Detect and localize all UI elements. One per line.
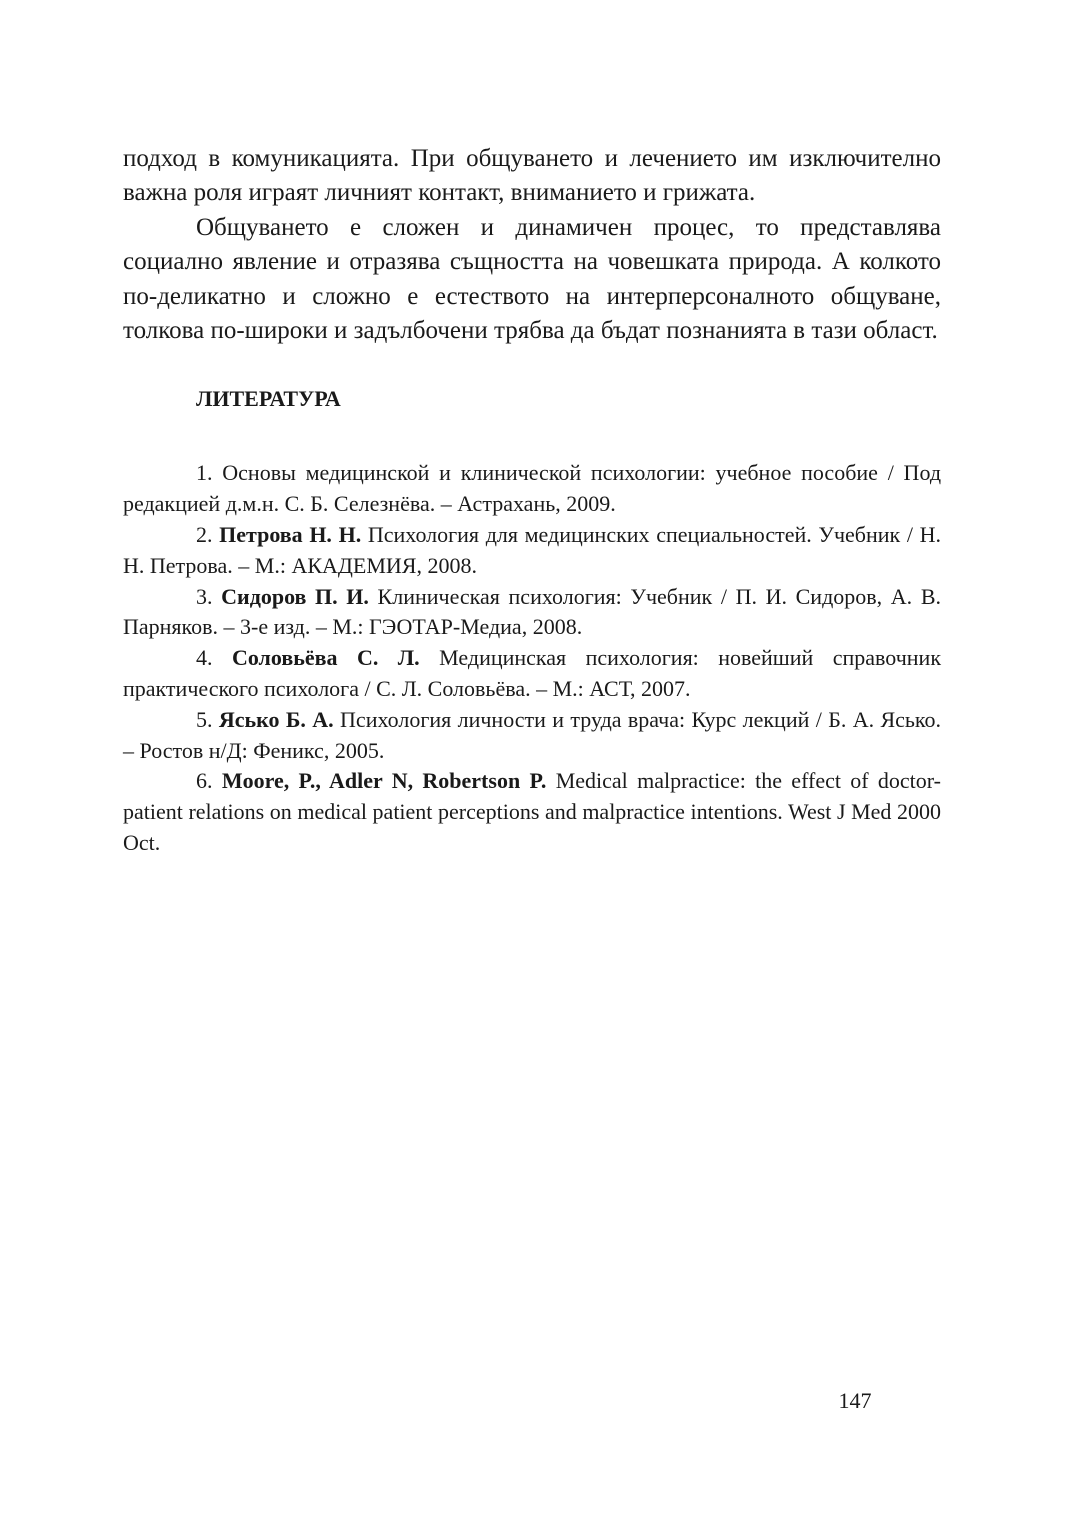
paragraph-communication: Общуването е сложен и динамичен процес, то представлява социално явление и отразява същността на човешката природа. А колкото по-деликатно и сложно е естеството на интерперсоналното общуване, толкова по-широки и задълбочени трябва да бъдат познанията в тази област.: [123, 213, 941, 345]
page-number: 147: [838, 1388, 872, 1413]
reference-author: Петрова Н. Н.: [219, 522, 362, 548]
references-heading: ЛИТЕРАТУРА: [196, 386, 341, 412]
reference-author: Соловьёва С. Л.: [231, 645, 420, 671]
reference-text: Психология личности и труда врача: Курс лекций / Б. А. Ясько. – Ростов н/Д: Феникс, 2005.: [123, 706, 941, 763]
reference-text: Медицинская психология: новейший справочник практического психолога / С. Л. Соловьёва. – М.: АСТ, 2007.: [123, 645, 942, 702]
reference-number: 5.: [196, 706, 213, 732]
reference-number: 6.: [196, 768, 213, 794]
reference-number: 4.: [196, 645, 213, 671]
reference-number: 1.: [196, 460, 213, 486]
reference-text: Клиническая психология: Учебник / П. И. Сидоров, А. В. Парняков. – 3-е изд. – М.: ГЭОТАР-Медиа, 2008.: [123, 583, 941, 640]
reference-text: Medical malpractice: the effect of doctor-patient relations on medical patient perceptions and malpractice intentions. West J Med 2000 Oct.: [123, 768, 941, 855]
reference-number: 3.: [196, 583, 213, 609]
reference-author: Moore, P., Adler N, Robertson P.: [221, 768, 547, 794]
reference-text: Основы медицинской и клинической психологии: учебное пособие / Под редакцией д.м.н. С. Б. Селезнёва. – Астрахань, 2009.: [123, 460, 942, 517]
reference-item: [123, 520, 941, 582]
reference-item: [123, 458, 941, 520]
references-list: [123, 458, 941, 858]
reference-item: [123, 643, 941, 705]
reference-author: Ясько Б. А.: [218, 706, 334, 732]
reference-item: [123, 766, 941, 858]
reference-item: [123, 705, 941, 767]
reference-item: [123, 582, 941, 644]
document-page: [123, 142, 941, 859]
reference-text: Психология для медицинских специальностей. Учебник / Н. Н. Петрова. – М.: АКАДЕМИЯ, 2008.: [123, 522, 942, 578]
paragraph-continuation: подход в комуникацията. При общуването и лечението им изключително важна роля играят личният контакт, вниманието и грижата.: [123, 145, 941, 207]
reference-author: Сидоров П. И.: [221, 583, 369, 609]
reference-number: 2.: [196, 522, 213, 548]
